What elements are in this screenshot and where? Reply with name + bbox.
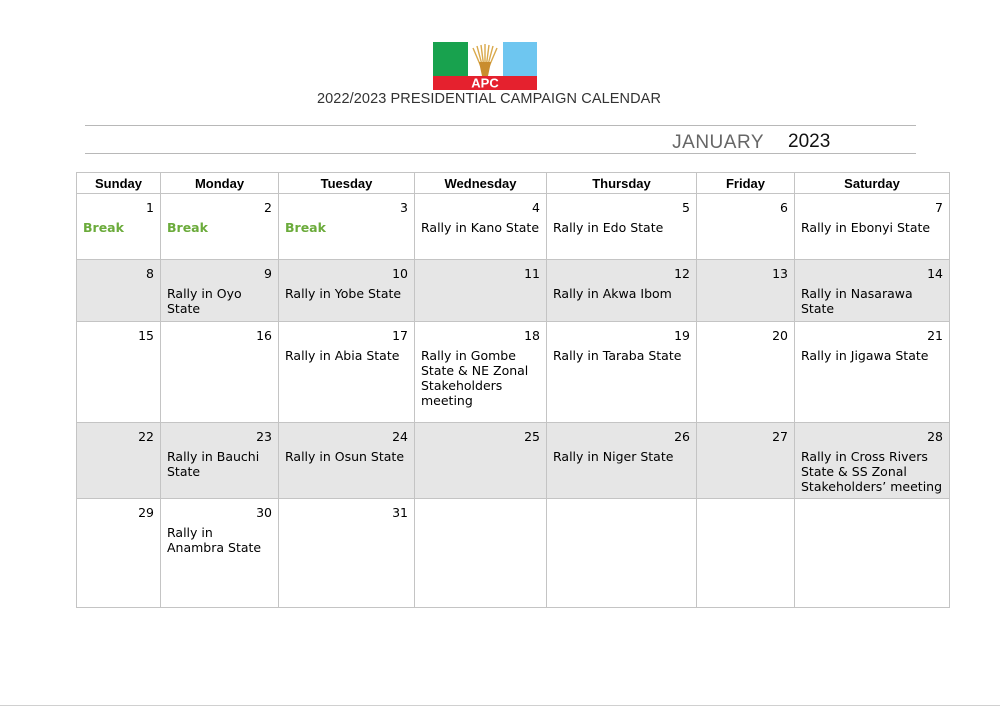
calendar-day-cell bbox=[279, 322, 415, 423]
day-number: 31 bbox=[392, 505, 408, 520]
calendar-day-cell bbox=[795, 322, 950, 423]
day-number: 3 bbox=[400, 200, 408, 215]
day-number: 28 bbox=[927, 429, 943, 444]
event-text: Rally in Akwa Ibom bbox=[553, 286, 672, 301]
day-number: 18 bbox=[524, 328, 540, 343]
month-label: JANUARY bbox=[672, 132, 764, 153]
day-number: 8 bbox=[146, 266, 154, 281]
day-number: 20 bbox=[772, 328, 788, 343]
day-number: 1 bbox=[146, 200, 154, 215]
calendar-day-cell bbox=[161, 260, 279, 322]
day-number: 9 bbox=[264, 266, 272, 281]
day-number: 26 bbox=[674, 429, 690, 444]
calendar-day-cell bbox=[547, 260, 697, 322]
event-text: Rally in Edo State bbox=[553, 220, 664, 235]
break-label: Break bbox=[285, 220, 326, 235]
day-number bbox=[421, 505, 540, 521]
day-number: 29 bbox=[138, 505, 154, 520]
event-text: Rally in Bauchi State bbox=[167, 449, 260, 479]
day-number: 5 bbox=[682, 200, 690, 215]
event-text: Rally in Yobe State bbox=[285, 286, 402, 301]
day-number: 2 bbox=[264, 200, 272, 215]
day-number bbox=[703, 505, 788, 521]
event-text: Rally in Cross Rivers State & SS Zonal Stakeholders’ meeting bbox=[801, 449, 943, 494]
weekday-wednesday: Wednesday bbox=[415, 173, 547, 194]
header-rule-top bbox=[85, 125, 916, 126]
day-number: 7 bbox=[935, 200, 943, 215]
calendar-day-cell bbox=[77, 322, 161, 423]
logo-text: APC bbox=[471, 75, 499, 90]
break-label: Break bbox=[83, 220, 124, 235]
calendar-day-cell bbox=[547, 423, 697, 499]
day-number: 22 bbox=[138, 429, 154, 444]
weekday-header-row bbox=[77, 173, 950, 194]
day-number: 12 bbox=[674, 266, 690, 281]
day-number: 19 bbox=[674, 328, 690, 343]
calendar-week-row bbox=[77, 423, 950, 499]
day-number: 23 bbox=[256, 429, 272, 444]
calendar-week-row bbox=[77, 194, 950, 260]
day-number: 4 bbox=[532, 200, 540, 215]
day-number: 21 bbox=[927, 328, 943, 343]
header-rule-bottom bbox=[85, 153, 916, 154]
event-text: Rally in Oyo State bbox=[167, 286, 242, 316]
day-number: 11 bbox=[524, 266, 540, 281]
day-number: 13 bbox=[772, 266, 788, 281]
calendar-day-cell bbox=[795, 423, 950, 499]
calendar-day-cell bbox=[795, 194, 950, 260]
day-number bbox=[553, 505, 690, 521]
calendar-day-cell bbox=[161, 194, 279, 260]
calendar-day-cell bbox=[697, 194, 795, 260]
weekday-tuesday: Tuesday bbox=[279, 173, 415, 194]
event-text: Rally in Gombe State & NE Zonal Stakeholders meeting bbox=[421, 348, 529, 408]
event-text: Rally in Taraba State bbox=[553, 348, 682, 363]
page-bottom-rule bbox=[0, 705, 1000, 706]
calendar-day-cell bbox=[77, 194, 161, 260]
event-text: Rally in Abia State bbox=[285, 348, 400, 363]
calendar-day-cell bbox=[547, 499, 697, 608]
event-text: Rally in Niger State bbox=[553, 449, 674, 464]
day-number: 30 bbox=[256, 505, 272, 520]
day-number: 24 bbox=[392, 429, 408, 444]
apc-flag-icon bbox=[433, 42, 537, 90]
calendar-day-cell bbox=[415, 194, 547, 260]
day-number: 16 bbox=[256, 328, 272, 343]
calendar-day-cell bbox=[547, 322, 697, 423]
calendar-day-cell bbox=[795, 499, 950, 608]
event-text: Rally in Jigawa State bbox=[801, 348, 929, 363]
day-number bbox=[801, 505, 943, 521]
calendar-day-cell bbox=[795, 260, 950, 322]
calendar-day-cell bbox=[279, 423, 415, 499]
weekday-sunday: Sunday bbox=[77, 173, 161, 194]
calendar-day-cell bbox=[697, 260, 795, 322]
calendar-day-cell bbox=[77, 260, 161, 322]
calendar-day-cell bbox=[279, 260, 415, 322]
calendar-day-cell bbox=[161, 499, 279, 608]
weekday-thursday: Thursday bbox=[547, 173, 697, 194]
calendar-day-cell bbox=[161, 322, 279, 423]
calendar-week-row bbox=[77, 260, 950, 322]
calendar-week-row bbox=[77, 322, 950, 423]
calendar-week-row bbox=[77, 499, 950, 608]
calendar-day-cell bbox=[161, 423, 279, 499]
calendar-day-cell bbox=[415, 260, 547, 322]
year-label: 2023 bbox=[788, 131, 831, 152]
calendar-day-cell bbox=[547, 194, 697, 260]
day-number: 15 bbox=[138, 328, 154, 343]
weekday-monday: Monday bbox=[161, 173, 279, 194]
calendar-day-cell bbox=[415, 322, 547, 423]
document-title: 2022/2023 PRESIDENTIAL CAMPAIGN CALENDAR bbox=[316, 91, 662, 107]
calendar-day-cell bbox=[697, 322, 795, 423]
calendar-day-cell bbox=[415, 499, 547, 608]
calendar-day-cell bbox=[279, 194, 415, 260]
weekday-friday: Friday bbox=[697, 173, 795, 194]
day-number: 17 bbox=[392, 328, 408, 343]
event-text: Rally in Nasarawa State bbox=[801, 286, 913, 316]
day-number: 25 bbox=[524, 429, 540, 444]
calendar-day-cell bbox=[279, 499, 415, 608]
calendar-grid bbox=[76, 172, 950, 608]
event-text: Rally in Kano State bbox=[421, 220, 540, 235]
day-number: 10 bbox=[392, 266, 408, 281]
calendar-day-cell bbox=[415, 423, 547, 499]
day-number: 14 bbox=[927, 266, 943, 281]
calendar-day-cell bbox=[77, 423, 161, 499]
apc-logo bbox=[433, 42, 537, 90]
event-text: Rally in Anambra State bbox=[167, 525, 262, 555]
day-number: 27 bbox=[772, 429, 788, 444]
calendar-day-cell bbox=[697, 423, 795, 499]
day-number: 6 bbox=[780, 200, 788, 215]
weekday-saturday: Saturday bbox=[795, 173, 950, 194]
event-text: Rally in Osun State bbox=[285, 449, 405, 464]
calendar-day-cell bbox=[77, 499, 161, 608]
break-label: Break bbox=[167, 220, 208, 235]
calendar-day-cell bbox=[697, 499, 795, 608]
event-text: Rally in Ebonyi State bbox=[801, 220, 931, 235]
